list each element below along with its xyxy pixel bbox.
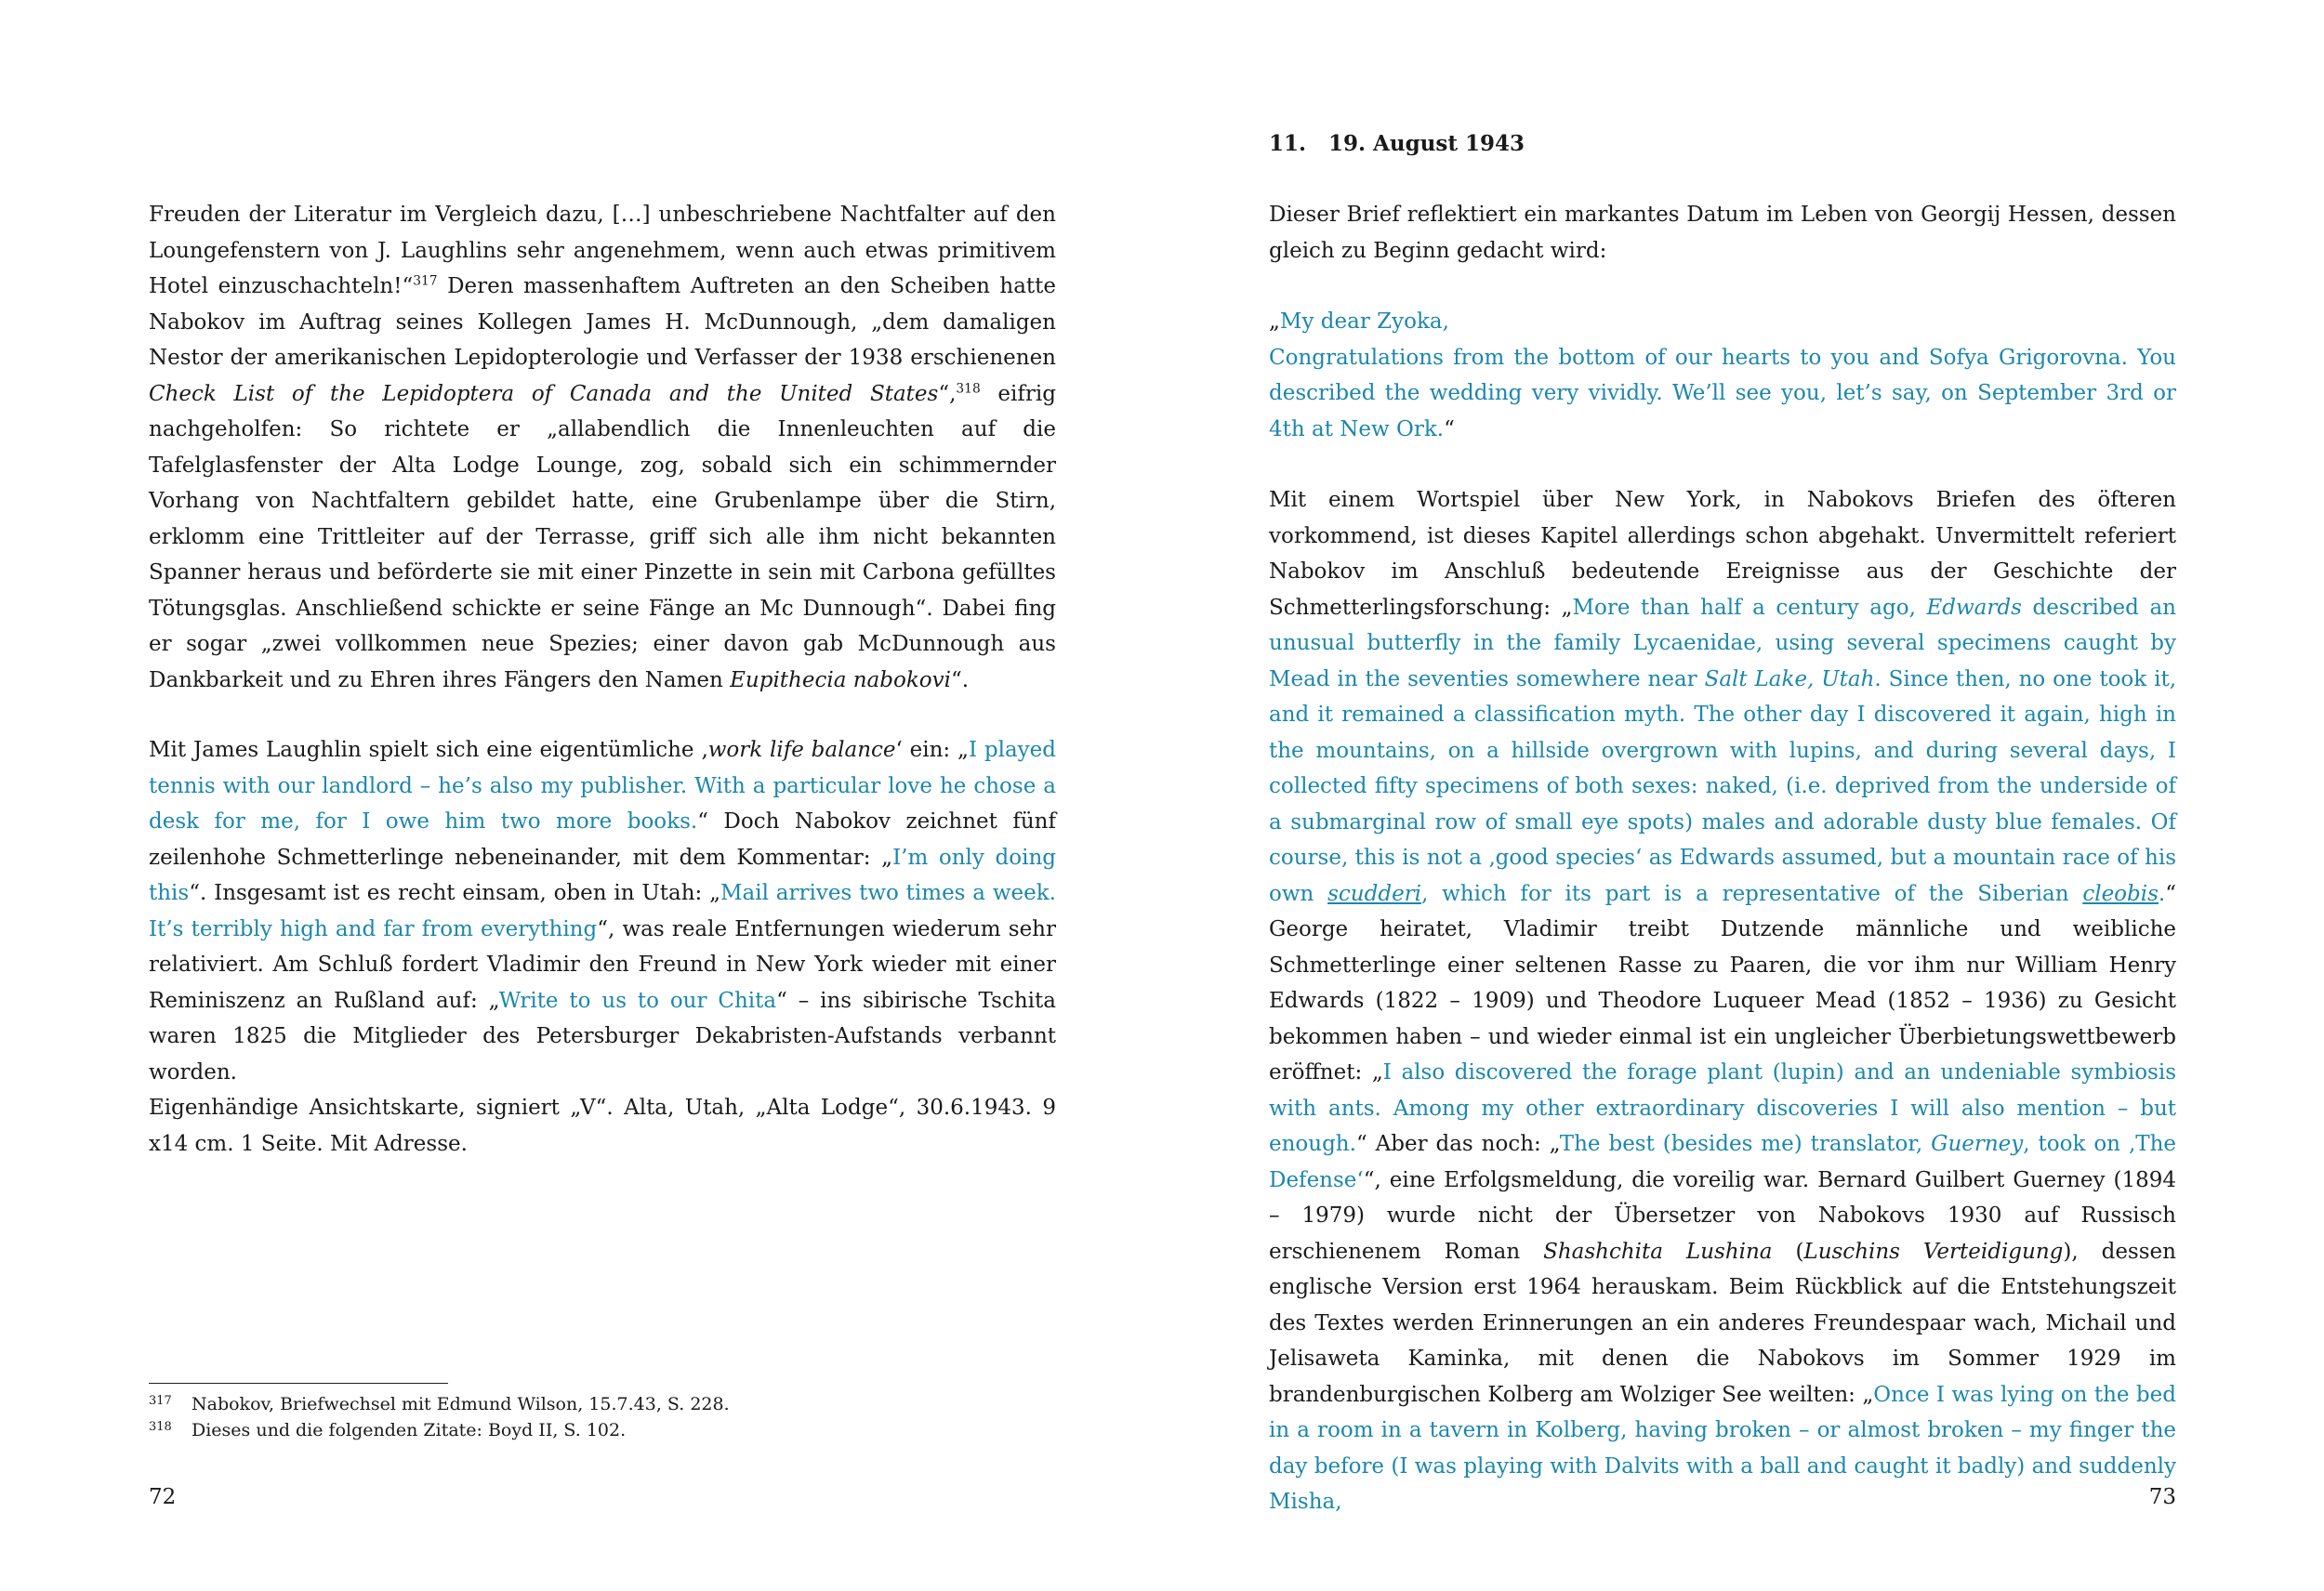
quote-english: I played tennis with our landlord – he’s also my publisher. With a particular love he chose a desk for me, for I owe him two more books. <box>149 738 1056 834</box>
quote-english: I’m only doing this <box>149 845 1056 905</box>
main-paragraph: Mit einem Wortspiel über New York, in Nabokovs Briefen des öfteren vorkommend, ist dieses Kapitel allerdings schon abgehakt. Unvermittelt referiert Nabokov im Anschluß bedeutende Ereignisse aus der Geschichte der Schmetterlingsforschung: „More than half a century ago, Edwards described an unusual butterfly in the family Lycaenidae, using several specimens caught by Mead in the seventies somewhere near Salt Lake, Utah. Since then, no one took it, and it remained a classification myth. The other day I discovered it again, high in the mountains, on a hillside overgrown with lupins, and during several days, I collected fifty specimens of both sexes: naked, (i.e. deprived from the underside of a submarginal row of small eye spots) males and adorable dusty blue females. Of course, this is not a ‚good species‘ as Edwards assumed, but a mountain race of his own scudderi, which for its part is a representative of the Siberian cleobis.“ George heiratet, Vladimir treibt Dutzende männliche und weibliche Schmetterlinge einer seltenen Rasse zu Paaren, die vor ihm nur William Henry Edwards (1822 – 1909) und Theodore Luqueer Mead (1852 – 1936) zu Gesicht bekommen haben – und wieder einmal ist ein ungleicher Überbietungswettbewerb eröffnet: „I also discovered the forage plant (lupin) and an undeniable symbiosis with ants. Among my other extraordinary discoveries I will also mention – but enough.“ Aber das noch: „The best (besides me) translator, Guerney, took on ‚The Defense‘“, eine Erfolgsmeldung, die voreilig war. Bernard Guilbert Guerney (1894 – 1979) wurde nicht der Übersetzer von Nabokovs 1930 auf Russisch erschienenem Roman Shashchita Lushina (Luschins Verteidigung), dessen englische Version erst 1964 herauskam. Beim Rückblick auf die Entstehungszeit des Textes werden Erinnerungen an ein anderes Freundespaar wach, Michail und Jelisaweta Kaminka, mit denen die Nabokovs im Sommer 1929 im brandenburgischen Kolberg am Wolziger See weilten: „Once I was lying on the bed in a room in a tavern in Kolberg, having broken – or almost broken – my finger the day before (I was playing with Dalvits with a ball and caught it badly) and suddenly Misha, <box>1269 488 2177 1514</box>
left-paragraph-3: Eigenhändige Ansichtskarte, signiert „V“. Alta, Utah, „Alta Lodge“, 30.6.1943. 9 x14 cm. 1 Seite. Mit Adresse. <box>149 1096 1056 1156</box>
intro-paragraph: Dieser Brief reflektiert ein markantes Datum im Leben von Georgij Hessen, dessen gleich zu Beginn gedacht wird: <box>1269 203 2176 263</box>
quote-english: Mail arrives two times a week. It’s terribly high and far from everything <box>149 881 1056 941</box>
page-number-left: 72 <box>149 1485 177 1509</box>
footnote-317: 317 Nabokov, Briefwechsel mit Edmund Wilson, 15.7.43, S. 228. <box>149 1394 730 1414</box>
footnotes <box>149 1391 1056 1443</box>
left-paragraph-2: Mit James Laughlin spielt sich eine eigentümliche ‚work life balance‘ ein: „I played tennis with our landlord – he’s also my publisher. With a particular love he chose a desk for me, for I owe him two more books.“ Doch Nabokov zeichnet fünf zeilenhohe Schmetterlinge nebeneinander, mit dem Kommentar: „I’m only doing this“. Insgesamt ist es recht einsam, oben in Utah: „Mail arrives two times a week. It’s terribly high and far from everything“, was reale Entfernungen wiederum sehr relativiert. Am Schluß fordert Vladimir den Freund in New York wieder mit einer Reminiszenz an Rußland auf: „Write to us to our Chita“ – ins sibirische Tschita waren 1825 die Mitglieder des Petersburger Dekabristen-Aufstands verbannt worden. <box>149 738 1056 1085</box>
footnote-318: 318 Dieses und die folgenden Zitate: Boyd II, S. 102. <box>149 1420 627 1440</box>
letter-quote: „My dear Zyoka, Congratulations from the bottom of our hearts to you and Sofya Grigorovna. You described the wedding very vividly. We’ll see you, let’s say, on September 3rd or 4th at New Ork.“ <box>1269 309 2176 441</box>
left-paragraph-1: Freuden der Literatur im Vergleich dazu, […] unbeschriebene Nachtfalter auf den Loungefenstern von J. Laughlins sehr angenehmem, wenn auch etwas primitivem Hotel einzuschachteln!“$^{317}$ Deren massenhaftem Auftreten an den Scheiben hatte Nabokov im Auftrag seines Kollegen James H. McDunnough, „dem damaligen Nestor der amerikanischen Lepidopterologie und Verfasser der 1938 erschienenen Check List of the Lepidoptera of Canada and the United States“,$^{318}$ eifrig nachgeholfen: So richtete er „allabendlich die Innenleuchten auf die Tafelglasfenster der Alta Lodge Lounge, zog, sobald sich ein schimmernder Vorhang von Nachtfaltern gebildet hatte, eine Grubenlampe über die Stirn, erklomm eine Trittleiter auf der Terrasse, griff sich alle ihm nicht bekannten Spanner heraus und beförderte sie mit einer Pinzette in sein mit Carbona gefülltes Tötungsglas. Anschließend schickte er seine Fänge an Mc Dunnough“. Dabei fing er sogar „zwei vollkommen neue Spezies; einer davon gab McDunnough aus Dankbarkeit und zu Ehren ihres Fängers den Namen Eupithecia nabokovi“. <box>149 203 1056 692</box>
footnote-divider <box>149 1383 448 1384</box>
page-number-right: 73 <box>2148 1485 2176 1509</box>
left-page <box>149 0 1056 1591</box>
quote-greeting: My dear Zyoka, <box>1279 309 1449 334</box>
quote-english: Write to us to our Chita <box>498 988 777 1013</box>
section-heading: 11. 19. August 1943 <box>1269 131 1525 156</box>
right-page <box>1269 0 2176 1591</box>
footnote-ref-318[interactable]: 318 <box>956 380 981 396</box>
footnote-ref-317[interactable]: 317 <box>413 273 438 289</box>
quote-body: Congratulations from the bottom of our hearts to you and Sofya Grigorovna. You described the wedding very vividly. We’ll see you, let’s say, on September 3rd or 4th at New Ork. <box>1269 345 2176 441</box>
